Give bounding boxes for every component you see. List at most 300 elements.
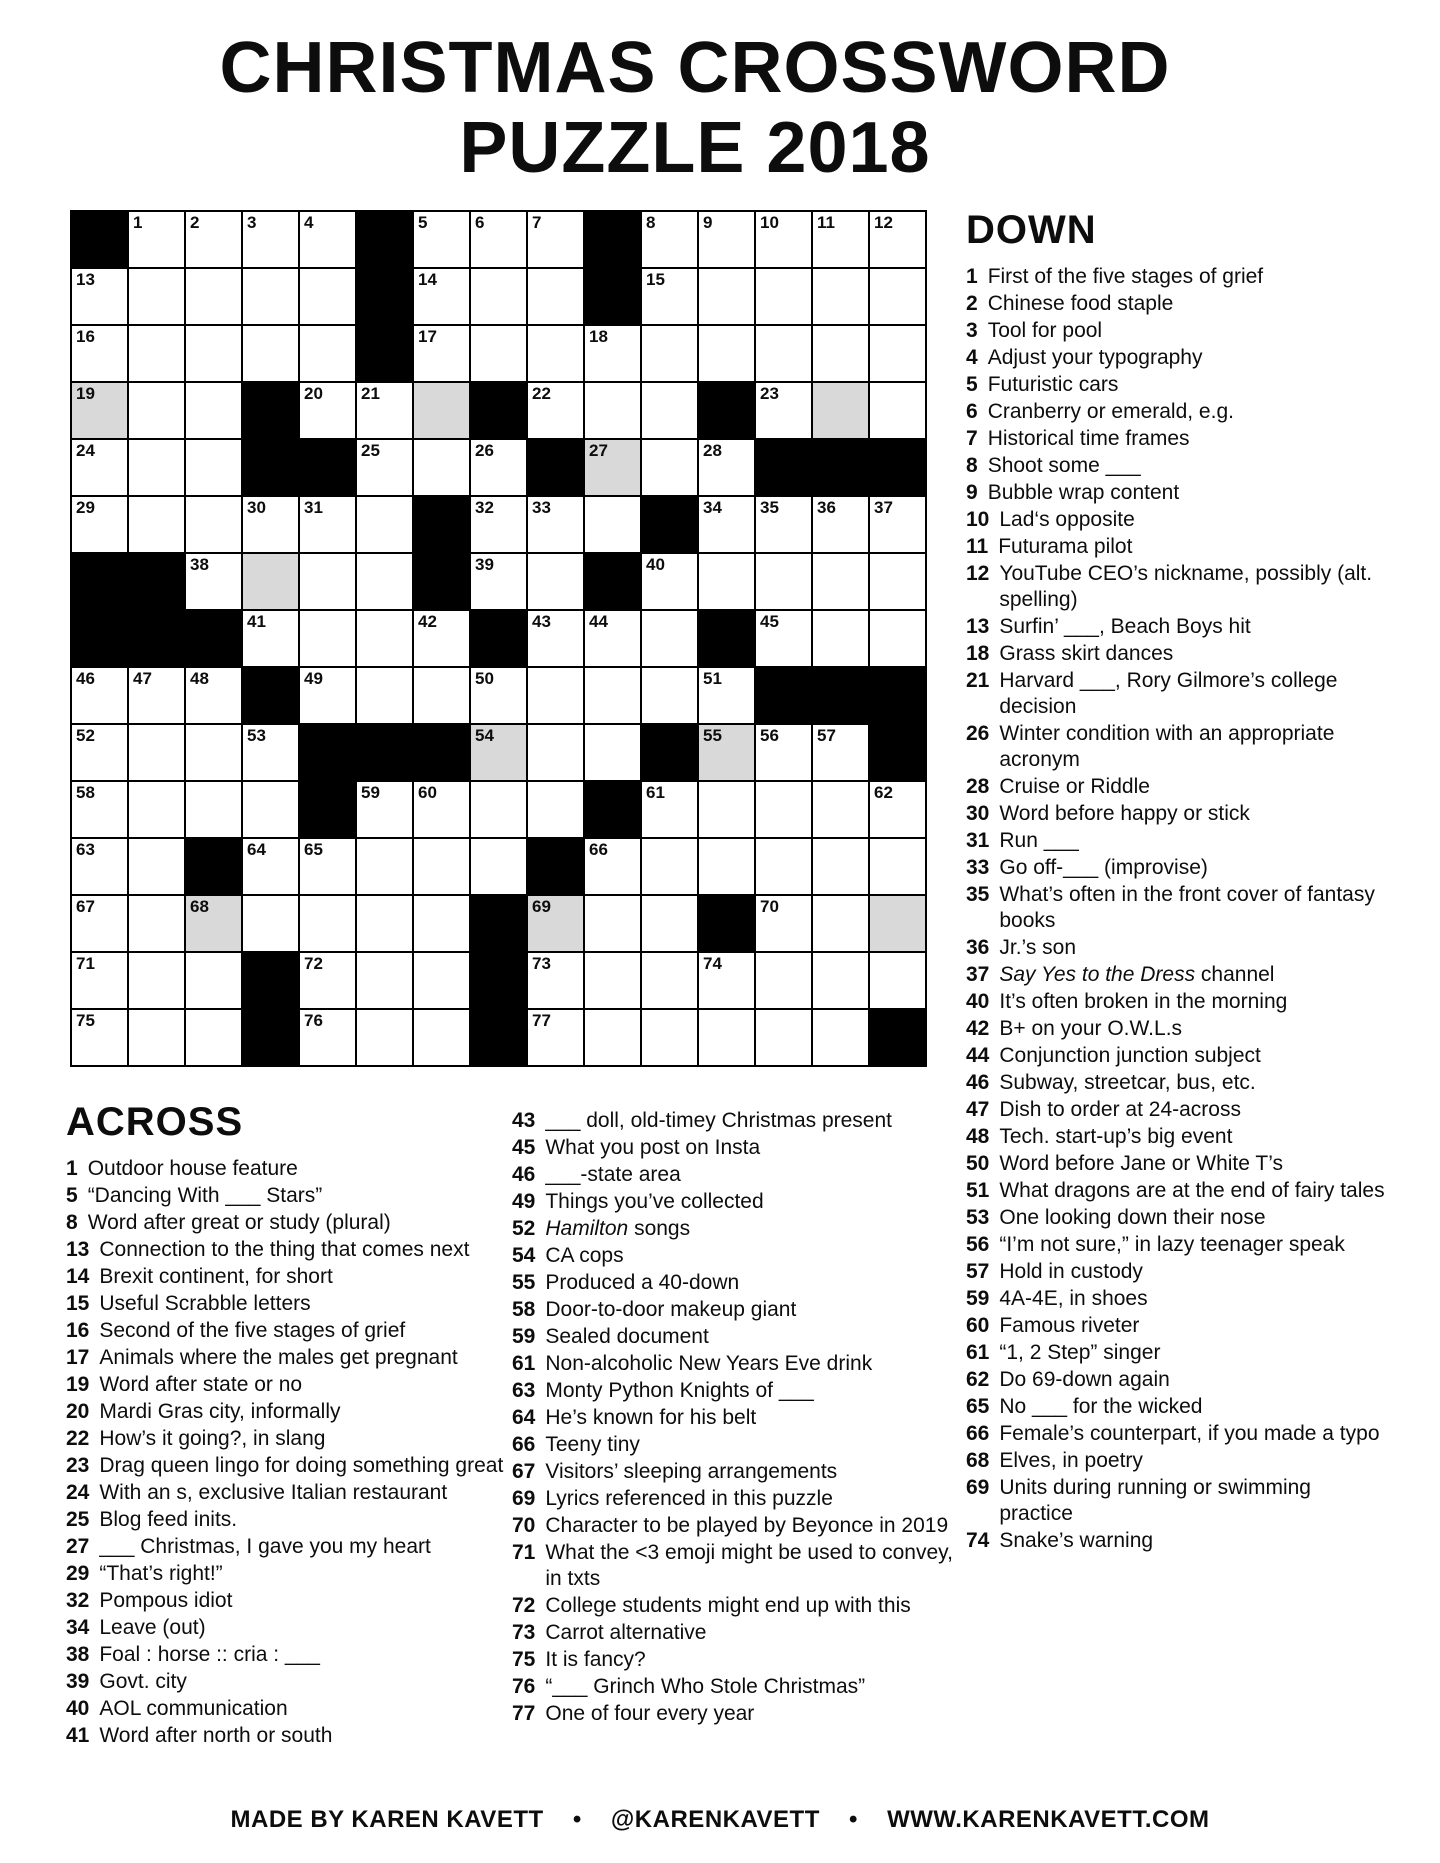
clue-number: 21 bbox=[966, 669, 990, 692]
clue-item bbox=[966, 291, 1386, 317]
clue-number: 16 bbox=[66, 1319, 90, 1342]
grid-cell[interactable] bbox=[870, 554, 925, 609]
grid-cell[interactable] bbox=[699, 440, 754, 495]
grid-cell[interactable] bbox=[300, 383, 355, 438]
cell-number: 35 bbox=[760, 498, 779, 517]
clue-item bbox=[966, 561, 1386, 613]
grid-cell[interactable] bbox=[72, 953, 127, 1008]
clue-number: 32 bbox=[66, 1589, 90, 1612]
grid-cell[interactable] bbox=[756, 1010, 811, 1065]
grid-cell[interactable] bbox=[186, 953, 241, 1008]
grid-cell[interactable] bbox=[243, 269, 298, 324]
grid-cell[interactable] bbox=[471, 326, 526, 381]
grid-cell[interactable] bbox=[642, 668, 697, 723]
clue-text: Govt. city bbox=[99, 1670, 187, 1693]
grid-cell[interactable] bbox=[357, 1010, 412, 1065]
grid-cell[interactable] bbox=[72, 269, 127, 324]
grid-cell[interactable] bbox=[699, 269, 754, 324]
grid-cell[interactable] bbox=[585, 839, 640, 894]
grid-cell[interactable] bbox=[528, 326, 583, 381]
grid-cell[interactable] bbox=[414, 269, 469, 324]
clue-item bbox=[966, 1151, 1386, 1177]
grid-cell[interactable] bbox=[471, 668, 526, 723]
grid-cell[interactable] bbox=[699, 953, 754, 1008]
grid-cell[interactable] bbox=[72, 383, 127, 438]
clue-number: 60 bbox=[966, 1314, 990, 1337]
clue-number: 35 bbox=[966, 883, 990, 906]
grid-cell[interactable] bbox=[186, 383, 241, 438]
down-clue-list bbox=[966, 264, 1386, 1554]
grid-cell[interactable] bbox=[357, 497, 412, 552]
grid-cell[interactable] bbox=[870, 839, 925, 894]
clue-number: 2 bbox=[966, 292, 978, 315]
grid-cell[interactable] bbox=[129, 668, 184, 723]
grid-cell[interactable] bbox=[585, 953, 640, 1008]
clue-item bbox=[966, 989, 1386, 1015]
grid-cell[interactable] bbox=[300, 668, 355, 723]
clue-item bbox=[966, 318, 1386, 344]
grid-cell[interactable] bbox=[72, 1010, 127, 1065]
grid-cell[interactable] bbox=[129, 497, 184, 552]
cell-number: 44 bbox=[589, 612, 608, 631]
grid-cell-black bbox=[585, 782, 640, 837]
grid-cell[interactable] bbox=[585, 497, 640, 552]
grid-cell[interactable] bbox=[756, 611, 811, 666]
grid-cell-black bbox=[642, 725, 697, 780]
grid-cell[interactable] bbox=[528, 269, 583, 324]
grid-cell[interactable] bbox=[699, 668, 754, 723]
clue-item bbox=[512, 1620, 960, 1646]
clue-text: What you post on Insta bbox=[545, 1136, 761, 1159]
grid-cell[interactable] bbox=[300, 611, 355, 666]
grid-cell[interactable] bbox=[642, 440, 697, 495]
page-title bbox=[0, 28, 1390, 188]
clue-number: 1 bbox=[966, 265, 978, 288]
grid-cell[interactable] bbox=[528, 383, 583, 438]
grid-cell[interactable] bbox=[642, 896, 697, 951]
grid-cell[interactable] bbox=[186, 782, 241, 837]
grid-cell[interactable] bbox=[243, 611, 298, 666]
grid-cell[interactable] bbox=[243, 782, 298, 837]
clue-number: 18 bbox=[966, 642, 990, 665]
grid-cell[interactable] bbox=[870, 896, 925, 951]
grid-cell[interactable] bbox=[243, 725, 298, 780]
grid-cell[interactable] bbox=[186, 668, 241, 723]
clue-text: Leave (out) bbox=[99, 1616, 206, 1639]
grid-cell-black bbox=[870, 725, 925, 780]
grid-cell[interactable] bbox=[813, 554, 868, 609]
grid-cell[interactable] bbox=[471, 269, 526, 324]
grid-cell[interactable] bbox=[699, 212, 754, 267]
grid-cell[interactable] bbox=[813, 383, 868, 438]
clue-number: 43 bbox=[512, 1109, 536, 1132]
grid-cell[interactable] bbox=[357, 611, 412, 666]
grid-cell-black bbox=[870, 1010, 925, 1065]
grid-cell[interactable] bbox=[186, 212, 241, 267]
grid-cell[interactable] bbox=[756, 326, 811, 381]
grid-cell[interactable] bbox=[186, 725, 241, 780]
grid-cell-black bbox=[870, 440, 925, 495]
cell-number: 65 bbox=[304, 840, 323, 859]
clue-text: Conjunction junction subject bbox=[999, 1044, 1261, 1067]
grid-cell-black bbox=[471, 383, 526, 438]
clue-item bbox=[512, 1674, 960, 1700]
grid-cell[interactable] bbox=[72, 896, 127, 951]
clue-item bbox=[66, 1426, 506, 1452]
clue-text: Character to be played by Beyonce in 2019 bbox=[545, 1514, 949, 1537]
grid-cell[interactable] bbox=[129, 383, 184, 438]
grid-cell[interactable] bbox=[642, 383, 697, 438]
across-clue-list-col1 bbox=[66, 1156, 506, 1749]
grid-cell[interactable] bbox=[186, 1010, 241, 1065]
grid-cell[interactable] bbox=[243, 497, 298, 552]
clue-item bbox=[512, 1459, 960, 1485]
grid-cell[interactable] bbox=[870, 953, 925, 1008]
cell-number: 10 bbox=[760, 213, 779, 232]
grid-cell[interactable] bbox=[72, 668, 127, 723]
cell-number: 11 bbox=[817, 213, 835, 232]
clue-number: 77 bbox=[512, 1702, 536, 1725]
grid-cell[interactable] bbox=[813, 725, 868, 780]
clue-number: 45 bbox=[512, 1136, 536, 1159]
grid-cell[interactable] bbox=[471, 782, 526, 837]
grid-cell[interactable] bbox=[642, 1010, 697, 1065]
clue-number: 73 bbox=[512, 1621, 536, 1644]
grid-cell[interactable] bbox=[870, 497, 925, 552]
clue-number: 31 bbox=[966, 829, 990, 852]
grid-cell[interactable] bbox=[72, 440, 127, 495]
grid-cell[interactable] bbox=[699, 326, 754, 381]
grid-cell[interactable] bbox=[72, 782, 127, 837]
grid-cell[interactable] bbox=[642, 839, 697, 894]
cell-number: 4 bbox=[304, 213, 314, 232]
grid-cell[interactable] bbox=[471, 497, 526, 552]
grid-cell[interactable] bbox=[357, 554, 412, 609]
grid-cell-black bbox=[585, 554, 640, 609]
grid-cell[interactable] bbox=[243, 554, 298, 609]
grid-cell-black bbox=[300, 440, 355, 495]
grid-cell[interactable] bbox=[186, 497, 241, 552]
clue-number: 20 bbox=[66, 1400, 90, 1423]
grid-cell[interactable] bbox=[756, 269, 811, 324]
grid-cell[interactable] bbox=[129, 212, 184, 267]
grid-cell[interactable] bbox=[870, 383, 925, 438]
grid-cell[interactable] bbox=[72, 326, 127, 381]
grid-cell[interactable] bbox=[699, 782, 754, 837]
grid-cell[interactable] bbox=[357, 668, 412, 723]
clue-number: 46 bbox=[966, 1071, 990, 1094]
grid-cell[interactable] bbox=[471, 554, 526, 609]
grid-cell-black bbox=[699, 383, 754, 438]
grid-cell[interactable] bbox=[300, 497, 355, 552]
clue-item bbox=[966, 1367, 1386, 1393]
clue-item bbox=[66, 1561, 506, 1587]
grid-cell-black bbox=[414, 725, 469, 780]
grid-cell[interactable] bbox=[756, 782, 811, 837]
grid-cell[interactable] bbox=[642, 326, 697, 381]
footer-credits bbox=[0, 1806, 1440, 1834]
grid-cell[interactable] bbox=[129, 725, 184, 780]
grid-cell[interactable] bbox=[300, 212, 355, 267]
grid-cell[interactable] bbox=[129, 326, 184, 381]
grid-cell[interactable] bbox=[756, 839, 811, 894]
grid-cell[interactable] bbox=[129, 440, 184, 495]
grid-cell[interactable] bbox=[699, 497, 754, 552]
grid-cell[interactable] bbox=[186, 896, 241, 951]
grid-cell[interactable] bbox=[756, 896, 811, 951]
grid-cell[interactable] bbox=[585, 383, 640, 438]
clue-item bbox=[66, 1237, 506, 1263]
clue-item bbox=[66, 1696, 506, 1722]
grid-cell[interactable] bbox=[300, 896, 355, 951]
grid-cell[interactable] bbox=[414, 839, 469, 894]
grid-cell[interactable] bbox=[528, 554, 583, 609]
grid-cell[interactable] bbox=[186, 440, 241, 495]
clue-number: 13 bbox=[966, 615, 990, 638]
grid-cell-black bbox=[357, 725, 412, 780]
grid-cell[interactable] bbox=[528, 497, 583, 552]
grid-cell[interactable] bbox=[72, 497, 127, 552]
grid-cell-black bbox=[699, 611, 754, 666]
clue-item bbox=[966, 507, 1386, 533]
clue-text: Surfin’ ___, Beach Boys hit bbox=[999, 615, 1251, 638]
grid-cell[interactable] bbox=[756, 725, 811, 780]
clue-text: It’s often broken in the morning bbox=[999, 990, 1288, 1013]
grid-cell[interactable] bbox=[585, 725, 640, 780]
clue-item bbox=[512, 1432, 960, 1458]
grid-cell[interactable] bbox=[186, 269, 241, 324]
grid-cell[interactable] bbox=[756, 383, 811, 438]
grid-cell[interactable] bbox=[756, 212, 811, 267]
clue-text: Hamilton songs bbox=[545, 1217, 691, 1240]
grid-cell[interactable] bbox=[528, 1010, 583, 1065]
grid-cell[interactable] bbox=[642, 554, 697, 609]
cell-number: 5 bbox=[418, 213, 428, 232]
clue-item bbox=[512, 1513, 960, 1539]
grid-cell[interactable] bbox=[243, 896, 298, 951]
grid-cell[interactable] bbox=[129, 269, 184, 324]
grid-cell[interactable] bbox=[756, 497, 811, 552]
clue-item bbox=[966, 1124, 1386, 1150]
grid-cell[interactable] bbox=[585, 611, 640, 666]
grid-cell[interactable] bbox=[813, 953, 868, 1008]
grid-cell[interactable] bbox=[186, 326, 241, 381]
grid-cell[interactable] bbox=[585, 440, 640, 495]
grid-cell[interactable] bbox=[870, 611, 925, 666]
grid-cell[interactable] bbox=[813, 326, 868, 381]
clue-number: 56 bbox=[966, 1233, 990, 1256]
grid-cell[interactable] bbox=[414, 668, 469, 723]
grid-cell[interactable] bbox=[585, 896, 640, 951]
clue-number: 37 bbox=[966, 963, 990, 986]
grid-cell[interactable] bbox=[813, 269, 868, 324]
grid-cell[interactable] bbox=[300, 839, 355, 894]
grid-cell[interactable] bbox=[414, 383, 469, 438]
clue-number: 41 bbox=[66, 1724, 90, 1747]
grid-cell[interactable] bbox=[813, 1010, 868, 1065]
clue-item bbox=[512, 1405, 960, 1431]
grid-cell[interactable] bbox=[414, 212, 469, 267]
grid-cell[interactable] bbox=[300, 953, 355, 1008]
clue-text: Say Yes to the Dress channel bbox=[999, 963, 1275, 986]
grid-cell[interactable] bbox=[300, 1010, 355, 1065]
grid-cell[interactable] bbox=[357, 953, 412, 1008]
clue-item bbox=[512, 1297, 960, 1323]
grid-cell[interactable] bbox=[300, 326, 355, 381]
grid-cell[interactable] bbox=[642, 212, 697, 267]
clue-item bbox=[66, 1615, 506, 1641]
grid-cell[interactable] bbox=[528, 212, 583, 267]
clue-item bbox=[512, 1162, 960, 1188]
grid-cell[interactable] bbox=[72, 839, 127, 894]
grid-cell[interactable] bbox=[72, 725, 127, 780]
grid-cell[interactable] bbox=[414, 953, 469, 1008]
clue-item bbox=[966, 882, 1386, 934]
grid-cell[interactable] bbox=[813, 212, 868, 267]
grid-cell[interactable] bbox=[585, 326, 640, 381]
grid-cell[interactable] bbox=[870, 212, 925, 267]
grid-cell[interactable] bbox=[528, 725, 583, 780]
grid-cell[interactable] bbox=[129, 1010, 184, 1065]
grid-cell[interactable] bbox=[471, 440, 526, 495]
cell-number: 3 bbox=[247, 213, 257, 232]
grid-cell[interactable] bbox=[813, 896, 868, 951]
grid-cell-black bbox=[300, 725, 355, 780]
grid-cell[interactable] bbox=[813, 839, 868, 894]
grid-cell[interactable] bbox=[300, 554, 355, 609]
grid-cell[interactable] bbox=[813, 782, 868, 837]
grid-cell[interactable] bbox=[243, 212, 298, 267]
grid-cell-black bbox=[300, 782, 355, 837]
grid-cell[interactable] bbox=[756, 953, 811, 1008]
grid-cell[interactable] bbox=[357, 782, 412, 837]
grid-cell[interactable] bbox=[471, 212, 526, 267]
clue-item bbox=[66, 1507, 506, 1533]
clue-item bbox=[966, 1421, 1386, 1447]
grid-cell[interactable] bbox=[186, 554, 241, 609]
grid-cell[interactable] bbox=[699, 554, 754, 609]
clue-number: 24 bbox=[66, 1481, 90, 1504]
grid-cell[interactable] bbox=[870, 269, 925, 324]
clue-text: What’s often in the front cover of fantasy books bbox=[999, 883, 1375, 932]
clue-text: B+ on your O.W.L.s bbox=[999, 1017, 1183, 1040]
clue-text: Animals where the males get pregnant bbox=[99, 1346, 458, 1369]
grid-cell[interactable] bbox=[585, 668, 640, 723]
cell-number: 60 bbox=[418, 783, 437, 802]
clue-item bbox=[966, 855, 1386, 881]
grid-cell[interactable] bbox=[813, 497, 868, 552]
clue-number: 42 bbox=[966, 1017, 990, 1040]
grid-cell[interactable] bbox=[699, 839, 754, 894]
grid-cell[interactable] bbox=[243, 839, 298, 894]
grid-cell-black bbox=[243, 953, 298, 1008]
grid-cell-black bbox=[243, 383, 298, 438]
clue-number: 70 bbox=[512, 1514, 536, 1537]
grid-cell[interactable] bbox=[243, 326, 298, 381]
clue-number: 66 bbox=[512, 1433, 536, 1456]
grid-cell[interactable] bbox=[528, 611, 583, 666]
grid-cell[interactable] bbox=[300, 269, 355, 324]
grid-cell-black bbox=[357, 269, 412, 324]
grid-cell[interactable] bbox=[642, 782, 697, 837]
grid-cell[interactable] bbox=[471, 725, 526, 780]
clue-number: 66 bbox=[966, 1422, 990, 1445]
cell-number: 31 bbox=[304, 498, 323, 517]
cell-number: 27 bbox=[589, 441, 608, 460]
down-clues-section bbox=[966, 208, 1386, 1555]
grid-cell[interactable] bbox=[642, 269, 697, 324]
grid-cell[interactable] bbox=[528, 668, 583, 723]
grid-cell[interactable] bbox=[357, 896, 412, 951]
clue-number: 62 bbox=[966, 1368, 990, 1391]
grid-cell[interactable] bbox=[414, 611, 469, 666]
grid-cell[interactable] bbox=[528, 896, 583, 951]
grid-cell[interactable] bbox=[585, 1010, 640, 1065]
cell-number: 16 bbox=[76, 327, 95, 346]
clue-item bbox=[66, 1669, 506, 1695]
cell-number: 8 bbox=[646, 213, 656, 232]
clue-text: Grass skirt dances bbox=[999, 642, 1174, 665]
grid-cell[interactable] bbox=[699, 1010, 754, 1065]
grid-cell[interactable] bbox=[414, 326, 469, 381]
grid-cell[interactable] bbox=[129, 782, 184, 837]
grid-cell[interactable] bbox=[414, 782, 469, 837]
clue-number: 64 bbox=[512, 1406, 536, 1429]
cell-number: 62 bbox=[874, 783, 893, 802]
grid-cell[interactable] bbox=[129, 953, 184, 1008]
cell-number: 14 bbox=[418, 270, 437, 289]
grid-cell[interactable] bbox=[642, 611, 697, 666]
clue-item bbox=[966, 1097, 1386, 1123]
grid-cell[interactable] bbox=[357, 383, 412, 438]
clue-number: 61 bbox=[966, 1341, 990, 1364]
grid-cell[interactable] bbox=[528, 782, 583, 837]
cell-number: 75 bbox=[76, 1011, 95, 1030]
grid-cell[interactable] bbox=[642, 953, 697, 1008]
grid-cell[interactable] bbox=[813, 611, 868, 666]
clue-item bbox=[966, 264, 1386, 290]
grid-cell[interactable] bbox=[756, 554, 811, 609]
cell-number: 51 bbox=[703, 669, 722, 688]
grid-cell[interactable] bbox=[471, 839, 526, 894]
clue-text: Chinese food staple bbox=[987, 292, 1174, 315]
grid-cell[interactable] bbox=[528, 953, 583, 1008]
clue-text: He’s known for his belt bbox=[545, 1406, 757, 1429]
grid-cell[interactable] bbox=[129, 839, 184, 894]
clue-item bbox=[966, 801, 1386, 827]
clue-text: Drag queen lingo for doing something great bbox=[99, 1454, 504, 1477]
clue-text: “I’m not sure,” in lazy teenager speak bbox=[999, 1233, 1345, 1256]
clue-item bbox=[966, 1178, 1386, 1204]
footer-author: MADE BY KAREN KAVETT bbox=[230, 1806, 544, 1833]
grid-cell[interactable] bbox=[357, 839, 412, 894]
grid-cell[interactable] bbox=[870, 782, 925, 837]
grid-cell[interactable] bbox=[699, 725, 754, 780]
across-clue-list-col2 bbox=[512, 1108, 960, 1727]
clue-text: Futurama pilot bbox=[998, 535, 1133, 558]
clue-number: 8 bbox=[966, 454, 978, 477]
grid-cell[interactable] bbox=[414, 896, 469, 951]
grid-cell[interactable] bbox=[870, 326, 925, 381]
grid-cell[interactable] bbox=[414, 1010, 469, 1065]
grid-cell[interactable] bbox=[129, 896, 184, 951]
grid-cell[interactable] bbox=[414, 440, 469, 495]
cell-number: 40 bbox=[646, 555, 665, 574]
grid-cell[interactable] bbox=[357, 440, 412, 495]
clue-item bbox=[66, 1534, 506, 1560]
clue-item bbox=[966, 614, 1386, 640]
clue-text: CA cops bbox=[545, 1244, 624, 1267]
